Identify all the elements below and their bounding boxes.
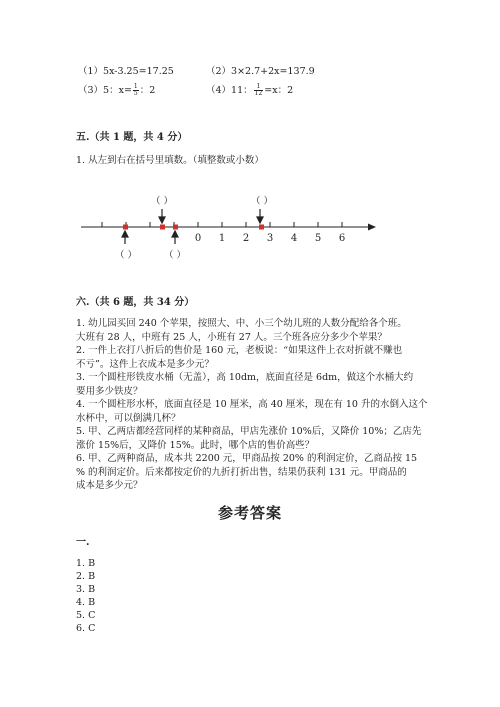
fraction-one-fifth: [133, 84, 139, 97]
answer-item: 6. C: [76, 623, 96, 634]
answers-title: 参考答案: [217, 504, 282, 522]
red-mark: [160, 225, 165, 230]
answer-item: 4. B: [76, 597, 96, 608]
down-arrow-icon: [257, 217, 263, 223]
problem-line: 1. 幼儿园买回 240 个苹果，按照大、中、小三个幼儿班的人数分配给各个班。: [76, 318, 407, 329]
fraction-denominator: 5: [133, 90, 138, 97]
red-mark: [173, 225, 178, 230]
equation-3-prefix: （3）5：x=: [78, 85, 132, 96]
up-arrow-icon: [172, 231, 178, 237]
red-mark: [123, 225, 128, 230]
problem-line: 成本是多少元？: [76, 480, 143, 491]
tick-label: 3: [266, 233, 274, 244]
answers-section-label: 一.: [76, 537, 90, 548]
answer-bracket: （ ）: [114, 250, 138, 261]
problem-4: [76, 398, 428, 425]
equation-3: [78, 82, 155, 97]
problem-line: 6. 甲、乙两种商品，成本共 2200 元，甲商品按 20% 的利润定价，乙商品按 15: [76, 453, 418, 464]
equation-3-suffix: ：2: [139, 85, 156, 96]
answer-bracket: （ ）: [150, 196, 174, 207]
number-line-diagram: [76, 187, 376, 267]
answer-item: 1. B: [76, 558, 96, 569]
problem-3: [76, 371, 428, 398]
number-line-arrowhead: [368, 224, 376, 231]
problem-line: 2. 一件上衣打八折后的售价是 160 元，老板说：“如果这件上衣对折就不赚也: [76, 345, 403, 356]
red-mark: [259, 225, 264, 230]
number-line-ticks: [102, 222, 342, 227]
problem-line: 5. 甲、乙两店都经营同样的某种商品，甲店先涨价 10%后，又降价 10%；乙店先: [76, 426, 422, 437]
tick-label: 0: [194, 233, 202, 244]
fraction-numerator: 1: [133, 83, 138, 90]
answer-item: 5. C: [76, 610, 96, 621]
equation-4-suffix: =x：2: [264, 85, 294, 96]
section-5-title: 五.（共 1 题，共 4 分）: [76, 132, 188, 143]
section-5-question: 1. 从左到右在括号里填数。（填整数或小数）: [76, 155, 264, 166]
problem-line: 大班有 28 人，中班有 25 人，小班有 27 人。三个班各应分多少个苹果？: [76, 331, 387, 343]
problem-line: 4. 一个圆柱形水杯，底面直径是 10 厘米，高 40 厘米，现在有 10 升的水倒入这个: [76, 399, 428, 410]
tick-label: 2: [242, 233, 250, 244]
problem-line: 3. 一个圆柱形铁皮水桶（无盖），高 10dm，底面直径是 6dm，做这个水桶大约: [76, 372, 414, 383]
answer-item: 3. B: [76, 584, 96, 595]
problem-line: 水杯中，可以倒满几杯？: [76, 412, 181, 424]
answer-bracket: （ ）: [163, 250, 187, 261]
problem-6: [76, 452, 428, 493]
problem-line: 不亏”。这件上衣成本是多少元？: [76, 358, 214, 370]
problem-line: 要用多少铁皮？: [76, 385, 143, 397]
equation-1: （1）5x-3.25=17.25: [78, 66, 174, 77]
down-arrow-icon: [159, 217, 165, 223]
tick-label: 1: [218, 233, 226, 244]
fraction-denominator: 12: [254, 90, 263, 97]
problem-line: 涨价 15%后，又降价 15%。此时，哪个店的售价高些？: [76, 439, 315, 451]
answer-item: 2. B: [76, 571, 96, 582]
equation-4-prefix: （4）11：: [206, 85, 253, 96]
answers-list: [76, 557, 95, 635]
up-arrow-icon: [122, 231, 128, 237]
problem-5: [76, 425, 428, 452]
answer-bracket: （ ）: [250, 196, 274, 207]
tick-label: 6: [338, 233, 346, 244]
tick-label: 5: [314, 233, 322, 244]
fraction-numerator: 1: [254, 84, 264, 91]
equation-2: （2）3×2.7+2x=137.9: [206, 66, 315, 77]
tick-label: 4: [290, 233, 298, 244]
section-6-title: 六.（共 6 题，共 34 分）: [76, 297, 195, 308]
problem-line: % 的利润定价。后来都按定价的九折打折出售，结果仍获利 131 元。甲商品的: [76, 466, 407, 478]
equation-4: [206, 82, 293, 97]
fraction-one-twelfth: [254, 84, 264, 97]
problem-2: [76, 344, 428, 371]
problem-1: [76, 317, 428, 344]
